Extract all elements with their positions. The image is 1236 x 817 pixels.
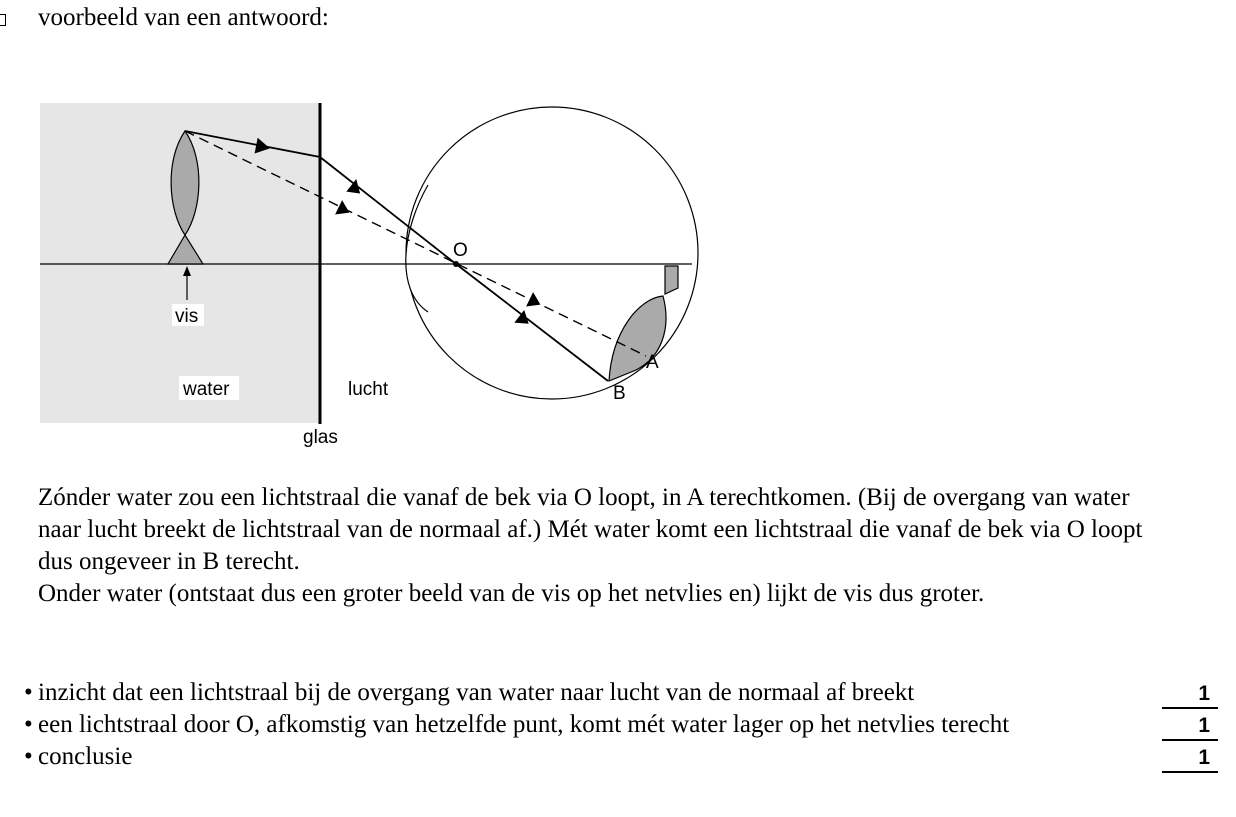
criterion-text: een lichtstraal door O, afkomstig van hetzelfde punt, komt mét water lager op het netvlies terecht (38, 711, 1010, 738)
score-value: 1 (1162, 713, 1218, 741)
bullet: • (24, 743, 33, 770)
cornea (406, 185, 428, 312)
criterion-item (0, 709, 1236, 741)
score-value: 1 (1162, 681, 1218, 709)
arrowhead (335, 200, 353, 220)
criterion-text: inzicht dat een lichtstraal bij de overgang van water naar lucht van de normaal af breekt (38, 679, 915, 706)
explanation-text (38, 482, 1168, 610)
scoring-criteria (0, 677, 1236, 773)
arrowhead (346, 179, 365, 199)
label-lucht: lucht (348, 379, 389, 400)
score-value: 1 (1162, 745, 1218, 773)
criterion-item (0, 677, 1236, 709)
label-O: O (453, 240, 468, 261)
label-A: A (646, 352, 659, 373)
arrowhead (514, 310, 533, 330)
arrowhead (526, 292, 544, 312)
label-vis: vis (175, 306, 199, 327)
criterion-text: conclusie (38, 743, 133, 770)
explanation-paragraph: Zónder water zou een lichtstraal die vanaf de bek via O loopt, in A terechtkomen. (Bij de overgang van water naar lucht breekt de lichtstraal van de normaal af.) Mét water komt een lichtstraal die vanaf de bek via O loopt dus ongeveer in B terecht. (38, 484, 1143, 575)
explanation-paragraph: Onder water (ontstaat dus een groter beeld van de vis op het netvlies en) lijkt de vis dus groter. (38, 580, 985, 607)
retina-image-upper (665, 266, 678, 294)
point-O (453, 261, 459, 267)
bullet: • (24, 711, 33, 738)
label-water: water (183, 379, 230, 400)
bullet: • (24, 679, 33, 706)
answer-heading: voorbeeld van een antwoord: (38, 4, 329, 31)
label-B: B (613, 383, 626, 404)
criterion-item (0, 741, 1236, 773)
label-glas: glas (303, 427, 338, 448)
